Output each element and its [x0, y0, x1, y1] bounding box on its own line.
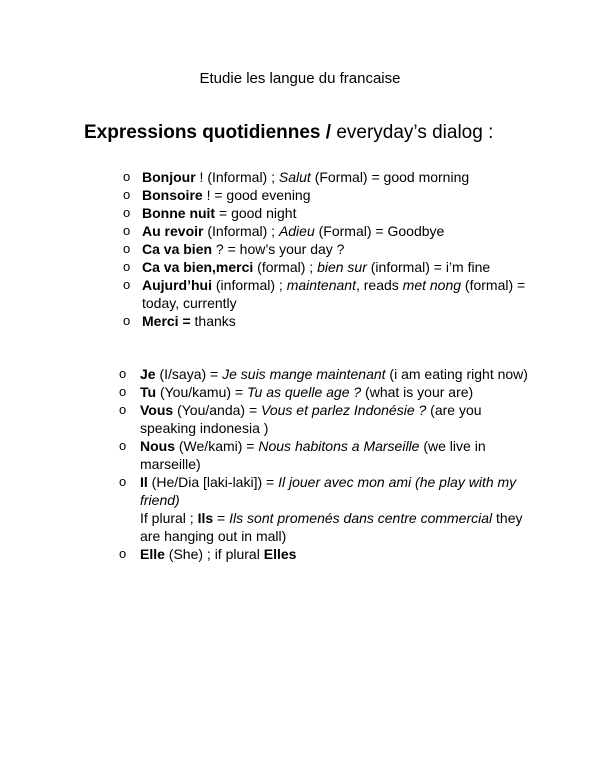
- item-text: Tu: [140, 384, 157, 400]
- item-text: met nong: [402, 277, 462, 293]
- expression-item: [123, 168, 543, 186]
- item-text: (I/saya) =: [155, 366, 223, 382]
- item-text: Au revoir: [142, 223, 204, 239]
- item-text: bien sur: [317, 259, 367, 275]
- item-text: Vous et parlez Indonésie ?: [261, 402, 427, 418]
- item-text: Ca va bien: [142, 241, 213, 257]
- section-heading-normal: everyday’s dialog :: [331, 122, 494, 143]
- item-text: (She) ; if plural: [164, 546, 264, 562]
- item-text: (Formal) = Goodbye: [314, 223, 445, 239]
- expression-item: [123, 276, 543, 312]
- item-text: Salut: [278, 169, 311, 185]
- item-text: Bonjour: [142, 169, 196, 185]
- item-text: , reads: [355, 277, 403, 293]
- item-text: (We/kami) =: [175, 438, 259, 454]
- everyday-expressions-list: [123, 168, 543, 330]
- item-text: (i am eating right now): [385, 366, 528, 382]
- item-text: Elle: [140, 546, 165, 562]
- item-text: Nous habitons a Marseille: [258, 438, 420, 454]
- item-text: Ca va bien,merci: [142, 259, 254, 275]
- item-text: Bonne nuit: [142, 205, 216, 221]
- pronoun-item: [119, 383, 539, 401]
- item-text: (formal) = today, currently: [142, 277, 526, 311]
- item-text: Bonsoire: [142, 187, 203, 203]
- item-text: Ils sont promenés dans centre commercial: [229, 510, 493, 526]
- item-text: Elles: [263, 546, 297, 562]
- item-text: (informal) = i’m fine: [366, 259, 491, 275]
- item-text: (what is your are): [361, 384, 474, 400]
- item-text: Nous: [140, 438, 175, 454]
- item-text: (You/anda) =: [173, 402, 262, 418]
- pronoun-item: [119, 509, 539, 545]
- pronoun-item: [119, 473, 539, 509]
- item-text: = good night: [215, 205, 297, 221]
- item-text: Je: [140, 366, 156, 382]
- item-text: Merci =: [142, 313, 191, 329]
- item-text: =: [213, 510, 230, 526]
- pronoun-item: [119, 545, 539, 563]
- item-text: thanks: [190, 313, 236, 329]
- item-text: (formal) ;: [253, 259, 318, 275]
- section-heading: [84, 122, 493, 144]
- item-text: ? = how’s your day ?: [212, 241, 345, 257]
- item-text: (we live in marseille): [140, 438, 486, 472]
- item-text: Aujurd’hui: [142, 277, 212, 293]
- item-text: Tu as quelle age ?: [247, 384, 362, 400]
- section-heading-bold: Expressions quotidiennes /: [84, 122, 332, 143]
- item-text: Vous: [140, 402, 174, 418]
- item-text: If plural ;: [140, 510, 198, 526]
- item-text: (are you speaking indonesia ): [140, 402, 482, 436]
- pronoun-item: [119, 437, 539, 473]
- expression-item: [123, 186, 543, 204]
- expression-item: [123, 204, 543, 222]
- item-text: ! (Informal) ;: [195, 169, 279, 185]
- item-text: (He/Dia [laki-laki]) =: [147, 474, 279, 490]
- item-text: ! = good evening: [202, 187, 311, 203]
- document-title: Etudie les langue du francaise: [199, 70, 401, 87]
- item-text: (Formal) = good morning: [310, 169, 470, 185]
- item-text: Il jouer avec mon ami (he play with my friend): [140, 474, 517, 508]
- item-text: (Informal) ;: [203, 223, 279, 239]
- expression-item: [123, 222, 543, 240]
- expression-item: [123, 240, 543, 258]
- item-text: maintenant: [286, 277, 356, 293]
- pronoun-item: [119, 365, 539, 383]
- item-text: (informal) ;: [212, 277, 287, 293]
- expression-item: [123, 312, 543, 330]
- item-text: Ils: [197, 510, 214, 526]
- pronouns-list: [119, 365, 539, 563]
- pronoun-item: [119, 401, 539, 437]
- item-text: they are hanging out in mall): [140, 510, 523, 544]
- item-text: (You/kamu) =: [156, 384, 247, 400]
- item-text: Je suis mange maintenant: [222, 366, 386, 382]
- item-text: Il: [140, 474, 148, 490]
- expression-item: [123, 258, 543, 276]
- item-text: Adieu: [278, 223, 315, 239]
